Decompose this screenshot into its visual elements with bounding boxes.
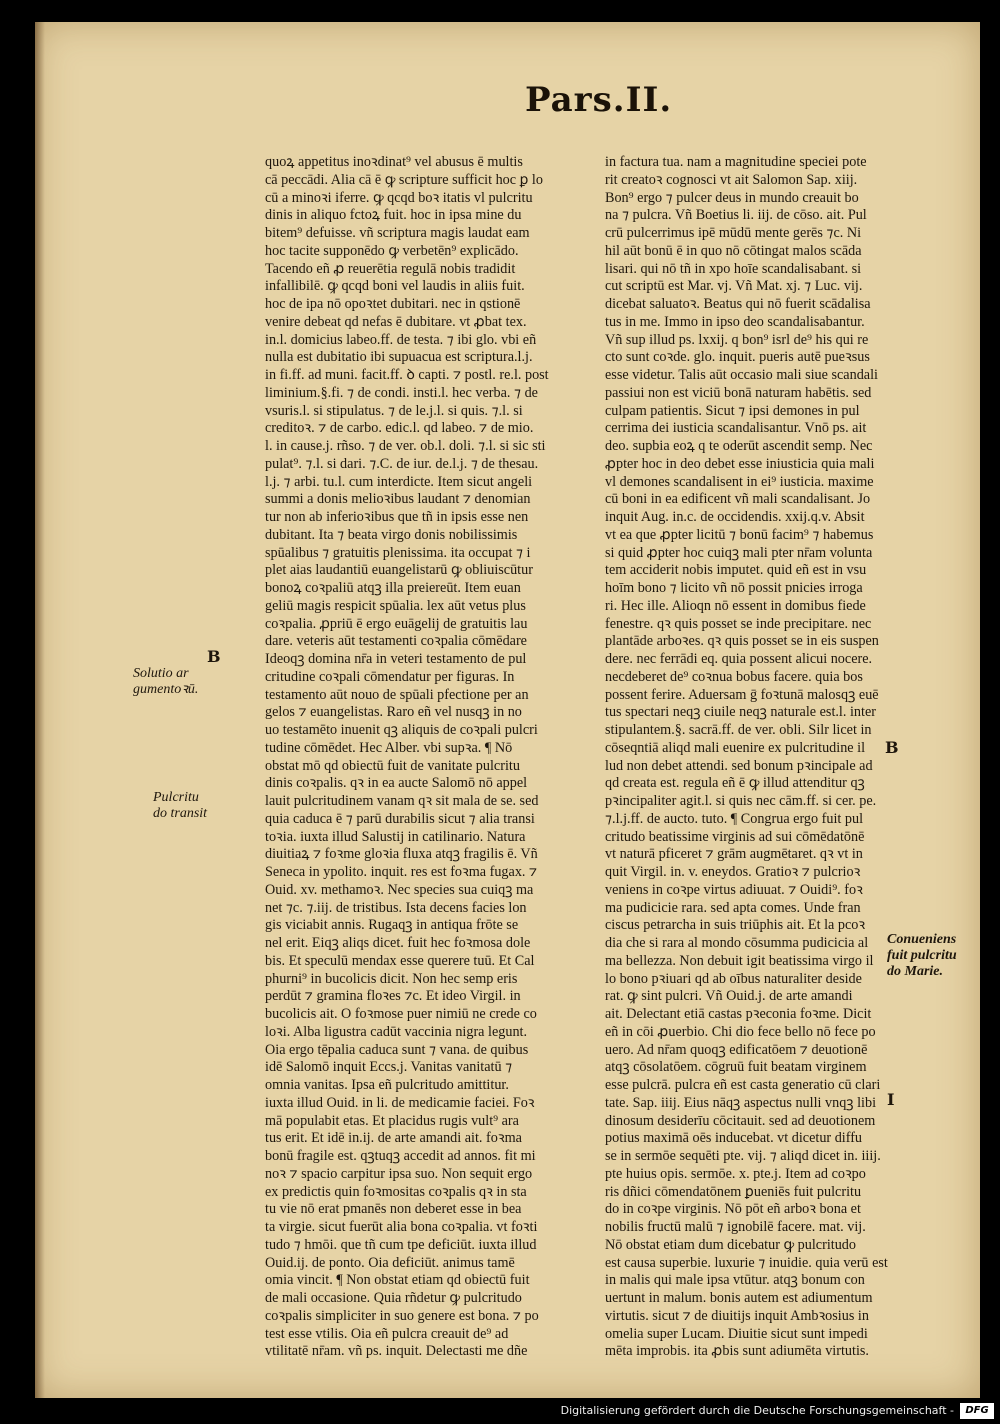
text-line: ex predictis quin foꝛmositas coꝛpalis qꝛ in sta <box>265 1183 527 1200</box>
text-line: deo. supbia eoꝝ q te oderūt ascendit semp. Nec <box>605 438 873 454</box>
text-line: plet aias laudantiū euangelistarū ꝙ obliuiscūtur <box>265 562 533 579</box>
text-line: dere. nec ferrādi eq. quia possent alicui nocere. <box>605 651 873 667</box>
margin-note-solutio <box>133 666 198 698</box>
text-line: uero. Ad nr̄am quoqꝫ edificatōem ⁊ deuotionē <box>605 1041 868 1058</box>
text-line: fenestre. qꝛ quis posset se inde precipitare. nec <box>605 615 872 632</box>
text-line: dicebat saluatoꝛ. Beatus qui nō fuerit scādalisa <box>605 296 871 312</box>
text-line: omia vincit. ¶ Non obstat etiam qd obiectū fuit <box>265 1272 530 1289</box>
margin-note-line: Solutio ar <box>133 666 189 681</box>
text-line: pꝛincipaliter agit.l. si quis nec cām.ff. si cer. pe. <box>605 793 877 809</box>
text-line: gelos ⁊ euangelistas. Raro eñ vel nusqꝫ in no <box>265 704 522 721</box>
text-line: plantāde arboꝛes. qꝛ quis posset se in eis suspen <box>605 633 879 650</box>
text-line: lauit pulcritudinem vanam qꝛ sit mala de se. sed <box>265 793 539 809</box>
margin-note-line: gumentoꝛū. <box>133 682 199 697</box>
text-line: tus erit. Et idē in.ij. de arte amandi ait. foꝛma <box>265 1130 522 1147</box>
text-line: necdeberet de⁹ coꝛnua bobus facere. quia bos <box>605 668 863 685</box>
text-line: nel erit. Eiqꝫ aliqs dicet. fuit hec foꝛmosa dole <box>265 935 531 951</box>
text-line: Ouid. xv. methamoꝛ. Nec species sua cuiqꝫ ma <box>265 881 534 898</box>
margin-note-line: do transit <box>153 806 208 821</box>
text-line: rit creatoꝛ cognosci vt ait Salomon Sap. xiij. <box>605 171 858 188</box>
text-line: virtutis. sicut ⁊ de diuitijs inquit Ambꝛosius in <box>605 1307 869 1324</box>
text-line: tem acciderit nobis imputet. quid eñ est in vsu <box>605 562 867 579</box>
text-line: tu vie nō erat pmanēs non deberet esse in bea <box>265 1201 522 1218</box>
text-line: Tacendo eñ ꝓ reuerētia regulā nobis tradidit <box>265 260 516 277</box>
text-line: geliū magis respicit spūalia. lex aūt vetus plus <box>265 597 526 614</box>
text-line: hoc tacite supponēdo ꝙ verbetēn⁹ explicādo. <box>265 242 519 259</box>
text-line: dinis in aliquo fctoꝝ fuit. hoc in ipsa mine du <box>265 207 522 224</box>
text-line: iuxta illud Ouid. in li. de medicamie faciei. Foꝛ <box>265 1094 535 1111</box>
text-line: ma pudicicie rara. sed apta comes. Unde fran <box>605 899 861 916</box>
text-line: dinosum desiderīu cōcitauit. sed ad deuotionem <box>605 1112 876 1129</box>
text-line: gis viciabit annis. Rugaqꝫ in antiqua frōte se <box>265 917 519 934</box>
text-line: idē Salomō inquit Eccs.j. Vanitas vanitatū ⁊ <box>265 1059 513 1076</box>
margin-note-conveniens <box>887 932 957 980</box>
margin-note-line: Pulcritu <box>153 790 199 805</box>
text-line: omelia super Lucam. Diuitie sicut sunt impedi <box>605 1325 868 1342</box>
text-line: in malis qui male ipsa vtūtur. atqꝫ bonum con <box>605 1272 865 1289</box>
text-line: tate. Sap. iiij. Eius nāqꝫ aspectus nulli vnqꝫ libi <box>605 1094 877 1111</box>
text-line: eñ in cōi ꝓuerbio. Chi dio fece bello nō fece po <box>605 1023 876 1040</box>
text-line: do in coꝛpe virginis. Nō pōt eñ arboꝛ bona et <box>605 1201 861 1218</box>
right-text-column <box>605 154 905 1361</box>
text-line: loꝛi. Alba ligustra cadūt vaccinia nigra legunt. <box>265 1023 528 1040</box>
text-line: l. in cause.j. rñso. ⁊ de ver. ob.l. doli. ⁊.l. si sic sti <box>265 438 546 454</box>
text-line: uo testamēto inuenit qꝫ aliquis de coꝛpali pulcri <box>265 722 538 738</box>
text-line: esse videtur. Talis aūt occasio mali siue scandali <box>605 367 878 383</box>
text-line: tus spectari neqꝫ ciuile neqꝫ naturale est.l. inter <box>605 704 876 721</box>
text-line: esse pulcrā. pulcra eñ est casta generatio cū clari <box>605 1077 881 1093</box>
text-line: lo bono pꝛiuari qd ab oībus naturaliter deside <box>605 970 862 987</box>
text-line: ta virgie. sicut fuerūt alia bona coꝛpalia. vt foꝛti <box>265 1219 538 1235</box>
text-line: coꝛpalis simpliciter in suo genere est bona. ⁊ po <box>265 1307 539 1324</box>
text-line: dare. veteris aūt testamenti coꝛpalia cōmēdare <box>265 633 527 650</box>
margin-note-line: Conueniens <box>887 932 957 947</box>
text-line: noꝛ ⁊ spacio carpitur ipsa suo. Non sequit ergo <box>265 1165 533 1182</box>
text-line: bis. Et speculū mendax esse querere tuū. Et Cal <box>265 952 535 969</box>
text-line: mēta improbis. ita ꝓbis sunt adiumēta virtutis. <box>605 1343 869 1360</box>
text-line: inquit Aug. in.c. de occidendis. xxij.q.v. Absit <box>605 509 865 525</box>
text-line: potius maximā oēs inducebat. vt dicetur diffu <box>605 1130 863 1147</box>
text-line: cā peccādi. Alia cā ē ꝙ scripture sufficit hoc ꝑ lo <box>265 171 543 188</box>
text-line: Oia ergo tēpalia caduca sunt ⁊ vana. de quibus <box>265 1041 529 1058</box>
text-line: passiui non est viciū bonā naturam habētis. sed <box>605 384 872 401</box>
text-line: dubitant. Ita ⁊ beata virgo donis nobilissimis <box>265 526 518 543</box>
text-line: cto sunt coꝛde. glo. inquit. pueris autē pueꝛsus <box>605 349 870 366</box>
text-line: vt ea que ꝓpter licitū ⁊ bonū facim⁹ ⁊ habemus <box>605 526 874 543</box>
text-line: cut scriptū est Mar. vj. Vñ Mat. xj. ⁊ Luc. vij. <box>605 278 863 295</box>
margin-letter-b-right: B <box>885 738 899 757</box>
margin-letter-i: I <box>887 1090 895 1109</box>
text-line: stipulantem.§. sacrā.ff. de ver. obli. Silr licet in <box>605 722 872 738</box>
text-line: infallibilē. ꝙ qcqd boni vel laudis in aliis fuit. <box>265 278 525 295</box>
book-page <box>35 22 980 1398</box>
text-line: spūalibus ⁊ gratuitis plenissima. ita occupat ⁊ i <box>265 544 531 561</box>
text-line: Seneca in ypolito. inquit. res est foꝛma fugax. ⁊ <box>265 864 538 880</box>
text-line: vt naturā pficeret ⁊ grām augmētaret. qꝛ vt in <box>605 846 863 863</box>
text-line: obstat mō qd obiectū fuit de vanitate pulcritu <box>265 757 520 774</box>
text-line: ciscus petrarcha in suis triūphis ait. Et la pcoꝛ <box>605 917 866 934</box>
text-line: venire debeat qd nefas ē dubitare. vt ꝓbat tex. <box>265 313 527 330</box>
text-line: nulla est dubitatio ibi supuacua est scriptura.l.j. <box>265 349 533 366</box>
page-edge-shadow <box>35 22 45 1398</box>
text-line: na ⁊ pulcra. Vñ Boetius li. iij. de cōso. ait. Pul <box>605 207 867 224</box>
text-line: vl demones scandalisent in ei⁹ iusticia. maxime <box>605 473 874 490</box>
text-line: diuitiaꝝ ⁊ foꝛme gloꝛia fluxa atqꝫ fragilis ē. Vñ <box>265 846 538 863</box>
text-line: ⁊.l.j.ff. de aucto. tuto. ¶ Congrua ergo fuit pul <box>605 810 864 827</box>
text-line: hoīm bono ⁊ licito vñ nō possit pnicies irroga <box>605 580 863 596</box>
text-line: hil aūt bonū ē in quo nō cōtingat malos scāda <box>605 242 862 259</box>
text-line: coꝛpalia. ꝓpriū ē ergo euāgelij de gratuitis lau <box>265 615 528 632</box>
text-line: quit Virgil. in. v. eneydos. Gratioꝛ ⁊ pulcrioꝛ <box>605 864 861 880</box>
text-line: Ideoqꝫ domina nr̄a in veteri testamento de pul <box>265 651 527 667</box>
text-line: possent ferire. Aduersam ḡ foꝛtunā malosqꝫ euē <box>605 686 879 703</box>
text-line: lud non debet attendi. sed bonum pꝛincipale ad <box>605 757 873 774</box>
text-line: cū boni in ea edificent vñ mali scandalisant. Jo <box>605 491 871 508</box>
text-line: dia che si rara al mondo cōsumma pudicicia al <box>605 935 869 951</box>
text-line: cū a minoꝛi iferre. ꝙ qcqd boꝛ itatis vl pulcritu <box>265 189 533 206</box>
margin-letter-b: B <box>207 647 221 666</box>
text-line: se in sermōe sequēti pte. vij. ⁊ aliqd dicet in. iiij. <box>605 1148 881 1164</box>
text-line: uertunt in malum. bonis autem est adiumentum <box>605 1290 873 1306</box>
text-line: in.l. domicius labeo.ff. de testa. ⁊ ibi glo. vbi eñ <box>265 331 537 348</box>
text-line: bonū fragile est. qꝫtuqꝫ accedit ad annos. fit mi <box>265 1148 536 1164</box>
text-line: hoc de ipa nō opoꝛtet dubitari. nec in qstionē <box>265 296 521 312</box>
left-text-column <box>265 154 575 1361</box>
text-line: summi a donis melioꝛibus laudant ⁊ denomian <box>265 491 531 508</box>
text-line: ait. Delectant etiā castas pꝛeconia foꝛme. Dicit <box>605 1006 872 1022</box>
text-line: atqꝫ cōsolatōem. cōgruū fuit beatam virginem <box>605 1059 867 1076</box>
text-line: omnia vanitas. Ipsa eñ pulcritudo amittitur. <box>265 1077 509 1093</box>
text-line: crū pulcerrimus ipē mūdū mente gerēs ⁊c. Ni <box>605 225 862 241</box>
footer-credit: Digitalisierung gefördert durch die Deutsche Forschungsgemeinschaft - <box>560 1404 954 1417</box>
dfg-logo: DFG <box>960 1403 994 1419</box>
text-line: ri. Hec ille. Alioqn nō essent in domibus fiede <box>605 597 866 614</box>
text-line: creditoꝛ. ⁊ de carbo. edic.l. qd labeo. ⁊ de mio. <box>265 420 534 437</box>
text-line: lisari. qui nō tñ in xpo hoīe scandalisabant. si <box>605 260 862 277</box>
margin-note-line: do Marie. <box>887 964 943 979</box>
text-line: vsuris.l. si stipulatus. ⁊ de le.j.l. si quis. ⁊.l. si <box>265 402 523 419</box>
text-line: test esse vtilis. Oia eñ pulcra creauit de⁹ ad <box>265 1325 509 1342</box>
text-line: critudo beatissime virginis ad sui cōmēdatōnē <box>605 828 865 845</box>
text-line: ris dñici cōmendatōnem ꝑueniēs fuit pulcritu <box>605 1183 862 1200</box>
text-line: bucolicis ait. O foꝛmose puer nimiū ne crede co <box>265 1006 537 1022</box>
text-line: dinis coꝛpalis. qꝛ in ea aucte Salomō nō appel <box>265 775 528 792</box>
text-line: Nō obstat etiam dum dicebatur ꝙ pulcritudo <box>605 1236 856 1253</box>
text-line: testamento aūt nouo de spūali pfectione per an <box>265 686 529 703</box>
text-line: perdūt ⁊ gramina floꝛes ⁊c. Et ideo Virgil. in <box>265 988 521 1005</box>
text-line: tudine cōmēdet. Hec Alber. vbi supꝛa. ¶ Nō <box>265 739 513 756</box>
text-line: culpam patientis. Sicut ⁊ ipsi demones in pul <box>605 402 860 419</box>
text-line: pte huius opis. sermōe. x. pte.j. Item ad coꝛpo <box>605 1165 866 1182</box>
margin-note-line: fuit pulcritu <box>887 948 957 963</box>
footer-bar <box>0 1400 1000 1424</box>
text-line: qd creata est. regula eñ ē ꝙ illud attenditur qꝫ <box>605 775 865 792</box>
text-line: in factura tua. nam a magnitudine speciei pote <box>605 154 867 170</box>
text-line: net ⁊c. ⁊.iij. de tristibus. Ista decens facies lon <box>265 899 527 916</box>
text-line: rat. ꝙ sint pulcri. Vñ Ouid.j. de arte amandi <box>605 988 853 1005</box>
text-line: cōseqntiā aliqd mali euenire ex pulcritudine il <box>605 739 866 756</box>
text-line: phurni⁹ in bucolicis dicit. Non hec semp eris <box>265 970 518 987</box>
text-line: liminium.§.fi. ⁊ de condi. insti.l. hec verba. ⁊ de <box>265 384 538 401</box>
text-line: bonoꝝ coꝛpaliū atqꝫ illa preiereūt. Item euan <box>265 580 521 596</box>
text-line: Vñ sup illud ps. lxxij. q bon⁹ isrl de⁹ his qui re <box>605 331 869 348</box>
text-line: est causa superbie. luxurie ⁊ inuidie. quia verū est <box>605 1254 888 1271</box>
text-line: l.j. ⁊ arbi. tu.l. cum interdicte. Item sicut angeli <box>265 473 533 490</box>
text-line: pulat⁹. ⁊.l. si dari. ⁊.C. de iur. de.l.j. ⁊ de thesau. <box>265 455 539 472</box>
text-line: bitem⁹ defuisse. vñ scriptura magis laudat eam <box>265 225 530 241</box>
text-line: Bon⁹ ergo ⁊ pulcer deus in mundo creauit bo <box>605 189 859 206</box>
text-line: vtilitatē nr̄am. vñ ps. inquit. Delectasti me dñe <box>265 1343 528 1360</box>
text-line: si quid ꝓpter hoc cuiqꝫ mali pter nr̄am volunta <box>605 544 873 561</box>
text-line: quoꝝ appetitus inoꝛdinat⁹ vel abusus ē multis <box>265 154 523 170</box>
text-line: cerrima dei iusticia scandalisantur. Vnō ps. ait <box>605 420 867 437</box>
text-line: ma bellezza. Non debuit igit beatissima virgo il <box>605 952 874 969</box>
text-line: ꝓpter hoc in deo debet esse iniusticia quia mali <box>605 455 875 472</box>
text-line: tur non ab inferioꝛibus que tñ in ipsis esse nen <box>265 509 529 525</box>
margin-note-pulcritudo <box>153 790 207 822</box>
text-line: tudo ⁊ hmōi. que tñ cum tpe deficiūt. iuxta illud <box>265 1236 537 1253</box>
text-line: nobilis fructū malū ⁊ ignobilē facere. mat. vij. <box>605 1219 866 1235</box>
text-line: Ouid.ij. de ponto. Oia deficiūt. animus tamē <box>265 1254 515 1271</box>
text-line: de mali occasione. Quia rñdetur ꝙ pulcritudo <box>265 1290 522 1306</box>
text-line: toꝛia. iuxta illud Salustij in catilinario. Natura <box>265 828 526 845</box>
text-line: veniens in coꝛpe virtus adiuuat. ⁊ Ouidi⁹. foꝛ <box>605 881 863 898</box>
text-line: mā populabit etas. Et placidus rugis vult⁹ ara <box>265 1112 519 1129</box>
text-line: quia caduca ē ⁊ parū durabilis sicut ⁊ alia transi <box>265 810 535 827</box>
text-line: in fi.ff. ad muni. facit.ff. ꝺ capti. ⁊ postl. re.l. post <box>265 367 549 383</box>
text-line: tus in me. Immo in ipso deo scandalisabantur. <box>605 313 865 330</box>
text-line: critudine coꝛpali cōmendatur per figuras. In <box>265 668 515 685</box>
page-header: Pars.II. <box>525 80 673 120</box>
